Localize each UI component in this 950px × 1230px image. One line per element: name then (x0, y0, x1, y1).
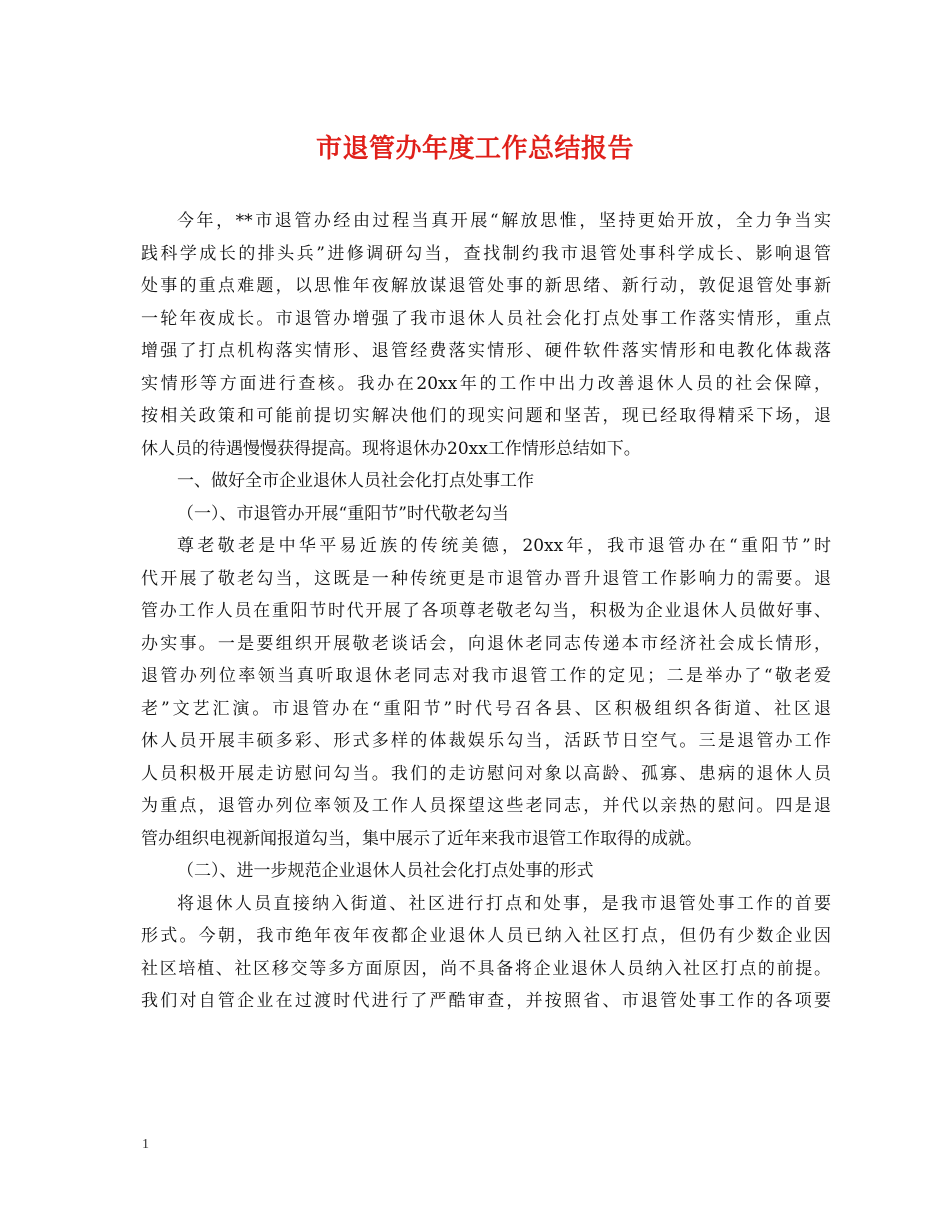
document-body (141, 205, 831, 1018)
paragraph-line: 我们对自管企业在过渡时代进行了严酷审查，并按照省、市退管处事工作的各项要 (141, 991, 831, 1011)
page-number: 1 (142, 1137, 149, 1152)
paragraph-line: 管办组织电视新闻报道勾当，集中展示了近年来我市退管工作取得的成就。 (141, 828, 702, 849)
document-title: 市退管办年度工作总结报告 (315, 134, 634, 164)
subsection-heading: （二）、进一步规范企业退休人员社会化打点处事的形式 (177, 861, 594, 881)
paragraph-line: 代开展了敬老勾当，这既是一种传统更是市退管办晋升退管工作影响力的需要。退 (141, 568, 831, 589)
paragraph-line: 实情形等方面进行查核。我办在20xx年的工作中出力改善退休人员的社会保障， (141, 373, 831, 394)
paragraph-line: 人员积极开展走访慰问勾当。我们的走访慰问对象以高龄、孤寡、患病的退休人员 (141, 763, 831, 784)
paragraph-line: 办实事。一是要组织开展敬老谈话会，向退休老同志传递本市经济社会成长情形， (141, 633, 831, 654)
paragraph-line: 将退休人员直接纳入街道、社区进行打点和处事，是我市退管处事工作的首要 (177, 893, 831, 914)
paragraph-line: 管办工作人员在重阳节时代开展了各项尊老敬老勾当，积极为企业退休人员做好事、 (141, 601, 831, 621)
paragraph-line: 今年，**市退管办经由过程当真开展“解放思惟，坚持更始开放，全力争当实 (177, 211, 831, 231)
paragraph-line: 为重点，退管办列位率领及工作人员探望这些老同志，并代以亲热的慰问。四是退 (141, 796, 831, 816)
paragraph-line: 处事的重点难题，以思惟年夜解放谋退管处事的新思绪、新行动，敦促退管处事新 (141, 276, 831, 296)
paragraph-line: 休人员的待遇慢慢获得提高。现将退休办20xx工作情形总结如下。 (141, 438, 641, 459)
paragraph-line: 增强了打点机构落实情形、退管经费落实情形、硬件软件落实情形和电教化体裁落 (141, 341, 831, 361)
paragraph-line: 退管办列位率领当真听取退休老同志对我市退管工作的定见；二是举办了“敬老爱 (141, 666, 831, 686)
subsection-heading: （一）、市退管办开展“重阳节”时代敬老勾当 (177, 503, 509, 524)
paragraph-line: 一轮年夜成长。市退管办增强了我市退休人员社会化打点处事工作落实情形，重点 (141, 308, 831, 329)
paragraph-line: 践科学成长的排头兵”进修调研勾当，查找制约我市退管处事科学成长、影响退管 (141, 243, 831, 264)
paragraph-line: 尊老敬老是中华平易近族的传统美德，20xx年，我市退管办在“重阳节”时 (177, 536, 831, 556)
paragraph-line: 形式。今朝，我市绝年夜年夜都企业退休人员已纳入社区打点，但仍有少数企业因 (141, 926, 831, 946)
paragraph-line: 社区培植、社区移交等多方面原因，尚不具备将企业退休人员纳入社区打点的前提。 (141, 958, 831, 979)
paragraph-line: 老”文艺汇演。市退管办在“重阳节”时代号召各县、区积极组织各街道、社区退 (141, 698, 831, 719)
paragraph-line: 按相关政策和可能前提切实解决他们的现实问题和坚苦，现已经取得精采下场，退 (141, 406, 831, 426)
section-heading: 一、做好全市企业退休人员社会化打点处事工作 (177, 471, 534, 491)
paragraph-line: 休人员开展丰硕多彩、形式多样的体裁娱乐勾当，活跃节日空气。三是退管办工作 (141, 731, 831, 751)
